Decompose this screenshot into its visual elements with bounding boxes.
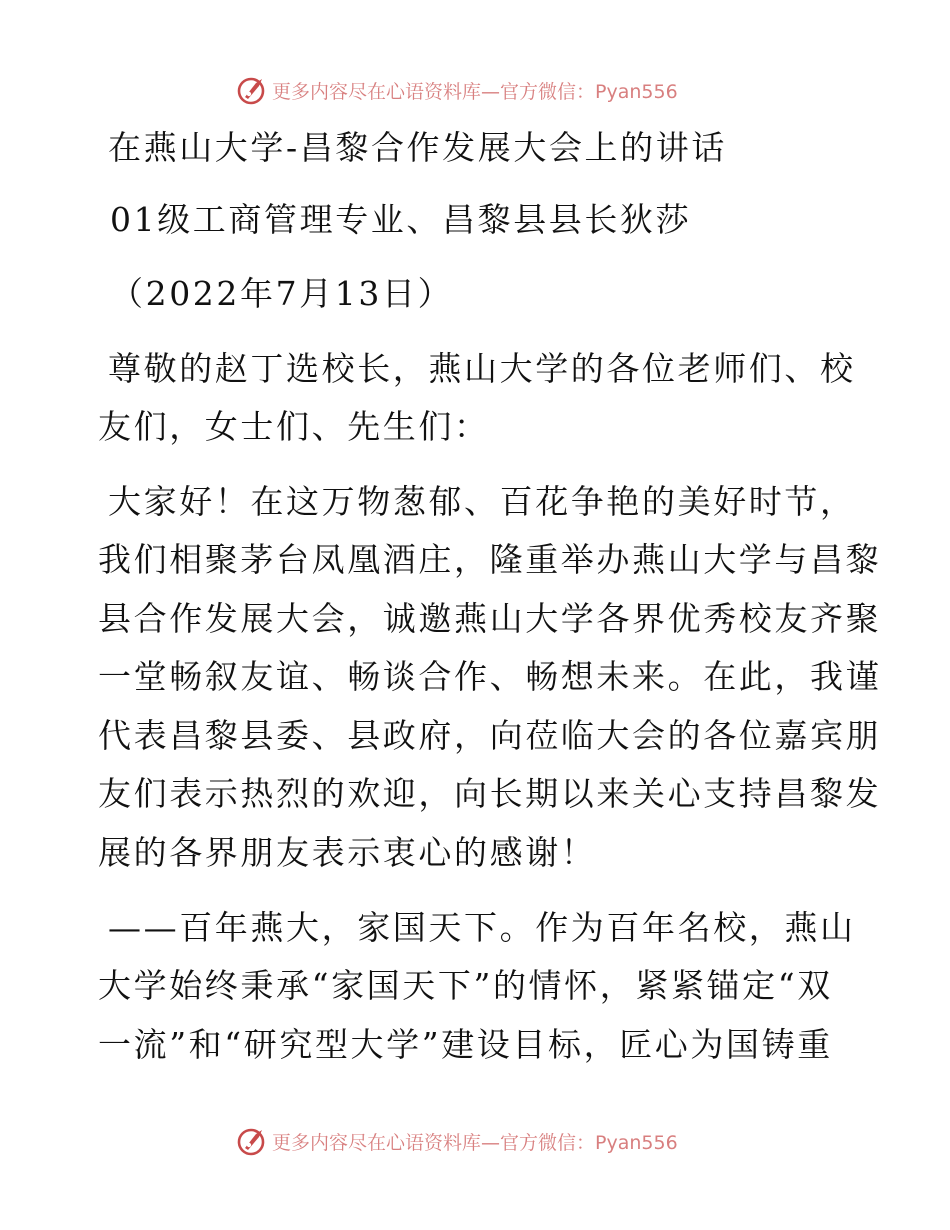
watermark-text: 更多内容尽在心语资料库—官方微信：Pyan556 — [272, 1131, 678, 1154]
paragraph-line: 一堂畅叙友谊、畅谈合作、畅想未来。在此，我谨 — [98, 657, 882, 696]
paragraph-line: 一流”和“研究型大学”建设目标，匠心为国铸重 — [98, 1025, 833, 1064]
speaker-line: 01级工商管理专业、昌黎县县长狄莎 — [110, 200, 692, 239]
paragraph-line: 代表昌黎县委、县政府，向莅临大会的各位嘉宾朋 — [98, 716, 882, 755]
paragraph-line: 友们表示热烈的欢迎，向长期以来关心支持昌黎发 — [98, 774, 882, 813]
greeting-line: 友们，女士们、先生们： — [98, 407, 490, 446]
greeting-line: 尊敬的赵丁选校长，燕山大学的各位老师们、校 — [108, 349, 856, 388]
date-line: （2022年7月13日） — [110, 274, 454, 313]
watermark-text: 更多内容尽在心语资料库—官方微信：Pyan556 — [272, 80, 678, 103]
paragraph-line: ——百年燕大，家国天下。作为百年名校，燕山 — [108, 908, 856, 947]
pen-nib-logo-icon — [236, 74, 268, 106]
paragraph-line: 我们相聚茅台凤凰酒庄，隆重举办燕山大学与昌黎 — [98, 540, 882, 579]
watermark-footer — [236, 1124, 678, 1158]
paragraph-line: 大学始终秉承“家国天下”的情怀，紧紧锚定“双 — [98, 966, 833, 1005]
pen-nib-logo-icon — [236, 1125, 268, 1157]
watermark-header — [236, 73, 678, 107]
paragraph-line: 大家好！在这万物葱郁、百花争艳的美好时节， — [108, 482, 856, 521]
document-title: 在燕山大学-昌黎合作发展大会上的讲话 — [108, 128, 727, 167]
paragraph-line: 县合作发展大会，诚邀燕山大学各界优秀校友齐聚 — [98, 599, 882, 638]
paragraph-line: 展的各界朋友表示衷心的感谢！ — [98, 833, 597, 872]
